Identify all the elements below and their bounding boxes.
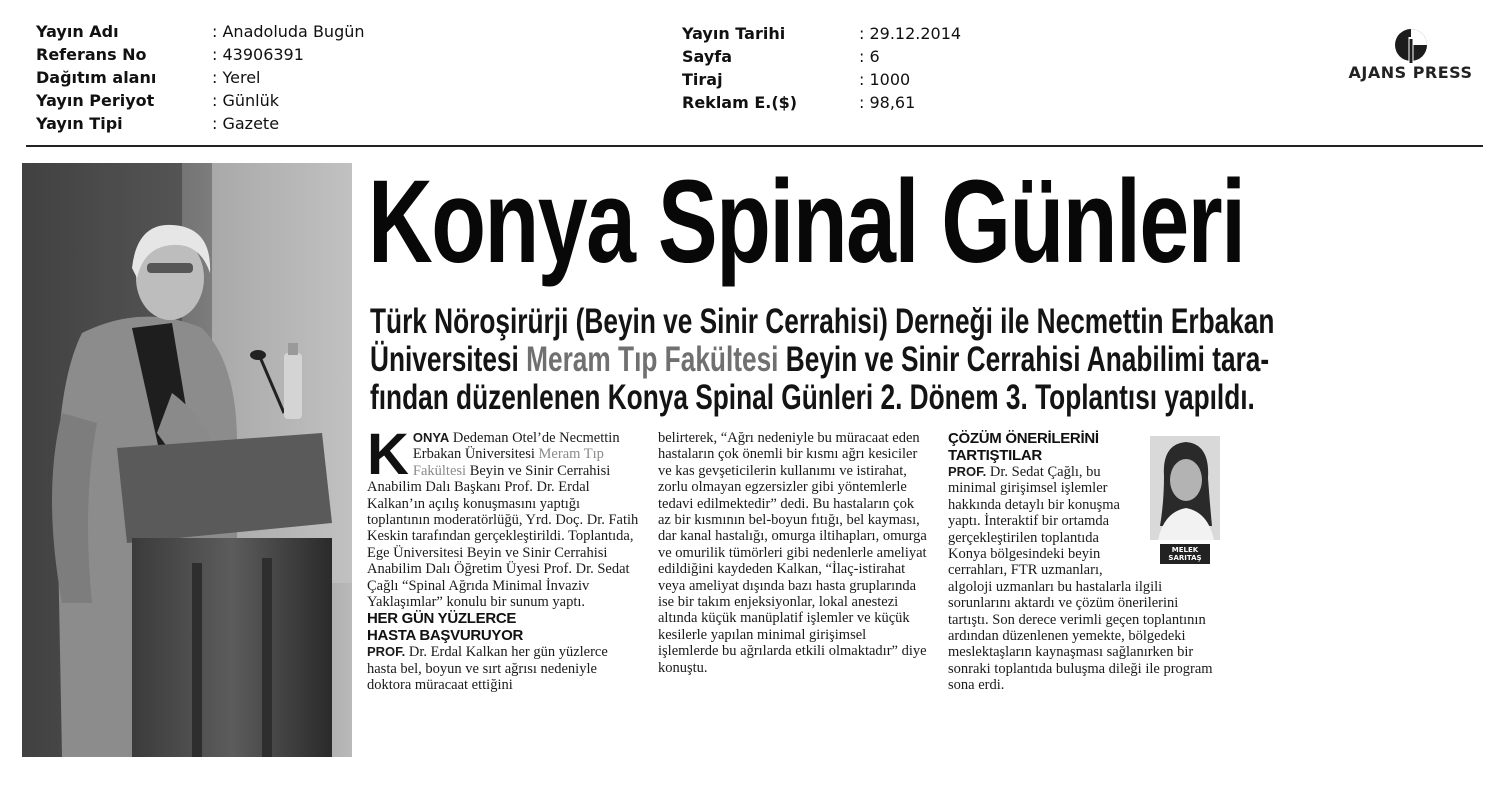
lead-word: ONYA [412,430,450,445]
article-headline: Konya Spinal Günleri [368,156,1245,288]
meta-row [36,20,365,43]
meta-value: : 1000 [859,70,911,89]
meta-value: : 6 [859,47,880,66]
meta-value: : 43906391 [212,45,304,64]
ajans-press-logo-icon [1393,27,1429,63]
meta-value: : 98,61 [859,93,916,112]
body-highlight: Meram Tıp Fakültesi [412,446,604,479]
speaker-photo-image [22,163,352,757]
inset-portrait [1150,436,1220,568]
article-column-2 [658,430,928,676]
meta-key: Reklam E.($) [682,93,798,112]
deck-line-1: Türk Nöroşirürji (Beyin ve Sinir Cerrahisi) Derneği ile Necmettin Erbakan [370,302,1275,341]
portrait-image [1150,436,1220,540]
meta-key: Dağıtım alanı [36,68,157,87]
subheading: HER GÜN YÜZLERCE [367,610,517,628]
meta-row [36,112,365,135]
logo-text: AJANS PRESS [1348,63,1473,82]
paragraph [367,644,639,693]
paragraph: belirterek, “Ağrı nedeniyle bu müracaat eden hastaların çok önemli bir kısmı ağrı kesiciler ve kas gevşeticilerin kullanımı ve istirahat, zorlu olmayan egzersizler gibi yöntemlerle tedavi edilmektedir” dedi. Bu hastaların çok az bir kısmının bel-boyun fıtığı, bel kayması, dar kanal hastalığı, omurga iltihapları, omurga ve omurilik tümörleri gibi nedenlerle ameliyat edildiğini kaydeden Kalkan, “İlaç-istirahat veya ameliyat dışında bazı hasta gruplarında ise bir takım enjeksiyonlar, lokal anestezi altında küçük manüplatif işlemler ve küçük kesilerle yapılan minimal girişimsel işlemlerde bu ağrılarda etkili olmaktadır” diye konuştu. [658,430,927,676]
deck-text: Beyin ve Sinir Cerrahisi Anabilimi tara- [778,340,1270,379]
speaker-photo [22,163,352,757]
meta-row [682,22,961,45]
meta-key: Yayın Tipi [36,114,123,133]
subheading: ÇÖZÜM ÖNERİLERİNİ [948,430,1099,447]
meta-row [682,91,961,114]
deck-line-3: fından düzenlenen Konya Spinal Günleri 2. Dönem 3. Toplantısı yapıldı. [370,378,1255,417]
body-text: Dr. Sedat Çağlı, bu minimal girişimsel işlemler hakkında detaylı bir konuşma yaptı. İnteraktif bir ortamda gerçekleştirilen toplantıda Konya bölgesindeki beyin cerrahları, FTR uzmanları, algoloji uzmanları bu hastalarla ilgili sorunlarını aktardı ve çözüm önerilerini tartıştı. Son derece verimli geçen toplantının ardından düzenlenen yemekte, bölgedeki meslektaşların kaynaşması sağlanırken bir sonraki toplantıda buluşma dileği ile program sona erdi. [948,464,1213,694]
subheading: TARTIŞTILAR [948,447,1042,464]
deck-line-2 [370,341,1465,379]
meta-key: Yayın Periyot [36,91,155,110]
lead-word: PROF. [367,644,406,660]
meta-key: Referans No [36,45,147,64]
header-rule [352,145,1483,147]
deck-text: Üniversitesi [370,340,527,379]
paragraph [367,422,639,611]
body-text: Dedeman Otel’de Necmettin Erbakan Üniversitesi [412,430,620,463]
deck-highlight: Meram Tıp Fakültesi [526,340,779,379]
meta-key: Tiraj [682,70,723,89]
meta-value: : Anadoluda Bugün [212,22,365,41]
body-text: Beyin ve Sinir Cerrahisi Anabilim Dalı Başkanı Prof. Dr. Erdal Kalkan’ın açılış konuşmasını yaptığı toplantının moderatörlüğü, Yrd. Doç. Dr. Fatih Keskin tarafından gerçekleştirildi. Toplantıda, Ege Üniversitesi Beyin ve Sinir Cerrahisi Anabilim Dalı Öğretim Üyesi Prof. Dr. Sedat Çağlı “Spinal Ağrıda Minimal İnvaziv Yaklaşımlar” konulu bir sunum yaptı. [367,462,639,611]
meta-row [682,45,961,68]
meta-right [682,22,961,114]
meta-row [36,89,365,112]
drop-cap: K [367,422,409,487]
ajans-press-logo [1338,27,1483,82]
meta-value: : Gazete [212,114,280,133]
meta-key: Yayın Adı [36,22,119,41]
subheading: HASTA BAŞVURUYOR [367,627,524,645]
meta-value: : Günlük [212,91,280,110]
meta-value: : 29.12.2014 [859,24,962,43]
meta-row [36,43,365,66]
meta-value: : Yerel [212,68,261,87]
header-rule [26,145,353,147]
meta-key: Yayın Tarihi [682,24,786,43]
lead-word: PROF. [948,464,987,479]
meta-key: Sayfa [682,47,733,66]
article-column-1 [367,422,639,694]
meta-left [36,20,365,135]
article-deck [370,303,1465,417]
meta-row [682,68,961,91]
portrait-caption: MELEK SARITAŞ [1160,544,1210,564]
meta-row [36,66,365,89]
body-text: Dr. Erdal Kalkan her gün yüzlerce hasta bel, boyun ve sırt ağrısı nedeniyle doktora müracaat ettiğini [367,644,608,694]
